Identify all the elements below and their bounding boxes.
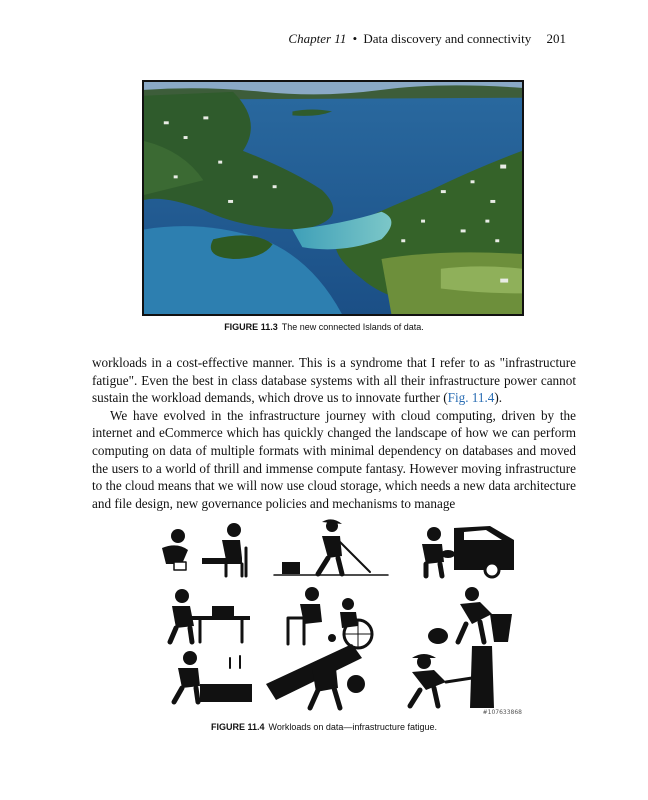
island-aerial-photo bbox=[142, 80, 524, 316]
figure-11-3-caption-text: The new connected Islands of data. bbox=[281, 322, 424, 332]
wheelchair-helper-pictogram bbox=[288, 587, 372, 648]
juggler-pictogram bbox=[174, 651, 252, 702]
figure-11-4-label: FIGURE 11.4 bbox=[211, 722, 265, 732]
paragraph-1-text: workloads in a cost-effective manner. This is a syndrome that I refer to as "infrastructure fatigue". Even the best in class database systems with all their infrastructure power cannot sustain the workload demands, which drove us to innovate further ( bbox=[92, 355, 576, 406]
car-washer-pictogram bbox=[422, 526, 514, 577]
figure-11-4-caption-text: Workloads on data—infrastructure fatigue. bbox=[268, 722, 437, 732]
tree-cutter-pictogram bbox=[410, 646, 494, 708]
beam-carrier-pictogram bbox=[266, 644, 365, 708]
workload-pictograms bbox=[142, 518, 524, 716]
garbage-worker-pictogram bbox=[428, 587, 512, 644]
header-bullet: • bbox=[352, 31, 358, 46]
chapter-label: Chapter 11 bbox=[288, 31, 347, 46]
desk-worker-pictogram bbox=[170, 589, 250, 642]
stock-image-id: #107633868 bbox=[482, 709, 522, 716]
figure-11-3-caption bbox=[0, 322, 648, 332]
running-head bbox=[288, 31, 566, 47]
figure-reference-link[interactable]: Fig. 11.4 bbox=[447, 390, 495, 406]
body-text bbox=[92, 354, 576, 512]
caregiver-pictogram bbox=[162, 523, 246, 576]
page-number: 201 bbox=[546, 31, 566, 46]
paragraph-1-end: ). bbox=[494, 390, 503, 406]
paragraph-1 bbox=[92, 354, 576, 407]
figure-11-4-caption bbox=[0, 722, 648, 732]
paragraph-2: We have evolved in the infrastructure journey with cloud computing, driven by the internet and eCommerce which has quickly changed the landscape of how we can perform computing on data of multiple formats with minimal dependency on databases and moved the users to a world of thrill and immense compute fantasy. However moving infrastructure to the cloud means that we will now use cloud storage, which needs a new data architecture and file design, new governance policies and mechanisms to manage bbox=[92, 407, 576, 511]
figure-11-3-label: FIGURE 11.3 bbox=[224, 322, 278, 332]
chapter-title: Data discovery and connectivity bbox=[363, 31, 532, 46]
sweeper-pictogram bbox=[274, 519, 388, 575]
